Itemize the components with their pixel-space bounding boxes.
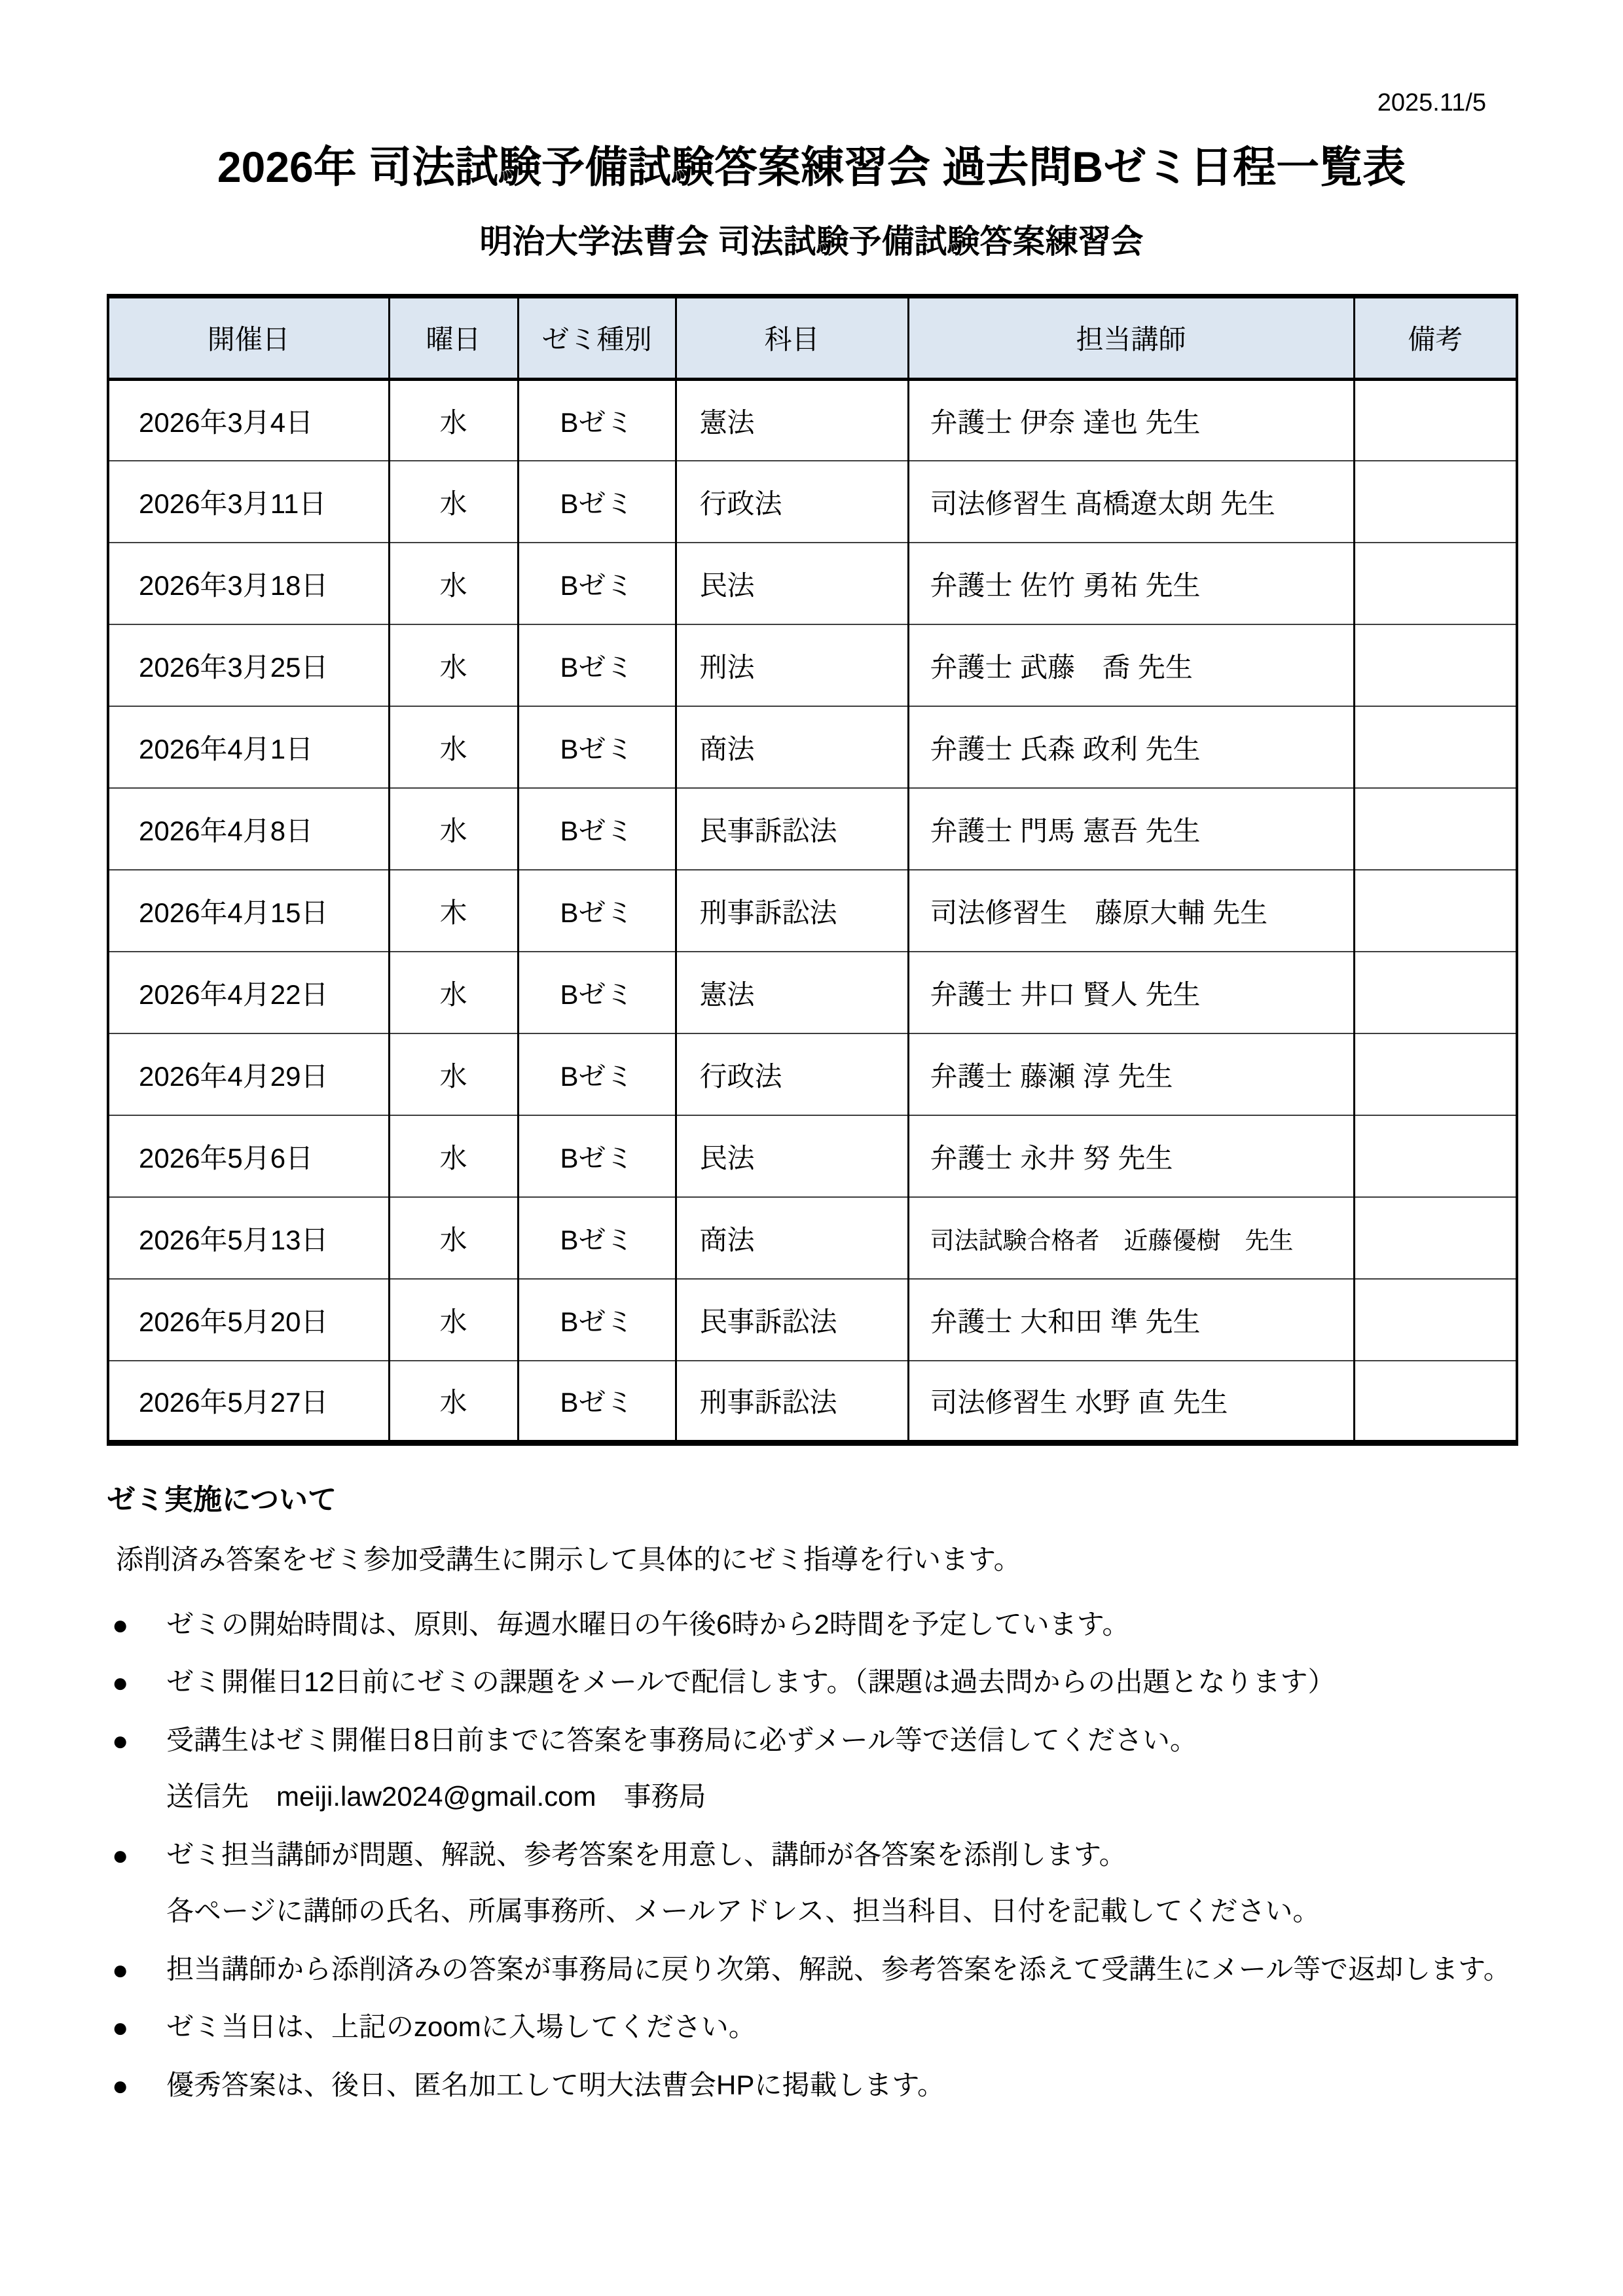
bullet-icon: ● [112,1609,129,1640]
list-item [107,1723,1573,1814]
schedule-table [107,294,1518,1446]
bullet-text: ゼミ開催日12日前にゼミの課題をメールで配信します。（課題は過去問からの出題となります） [166,1666,1336,1698]
cell-date: 2026年5月27日 [108,1361,389,1443]
cell-instructor: 弁護士 佐竹 勇祐 先生 [908,543,1354,624]
cell-instructor: 司法試験合格者 近藤優樹 先生 [908,1197,1354,1279]
bullet-list [107,1607,1573,2103]
cell-note [1354,1279,1517,1361]
cell-date: 2026年4月8日 [108,788,389,870]
list-item [107,2068,1573,2103]
table-row [108,379,1517,461]
cell-date: 2026年4月22日 [108,952,389,1033]
cell-day: 水 [389,1279,518,1361]
cell-date: 2026年5月6日 [108,1115,389,1197]
cell-note [1354,870,1517,952]
cell-seminar-type: Bゼミ [518,952,676,1033]
table-row [108,706,1517,788]
notes-heading: ゼミ実施について [107,1483,337,1516]
cell-date: 2026年4月29日 [108,1033,389,1115]
column-header-note: 備考 [1354,296,1517,379]
table-row [108,543,1517,624]
cell-instructor: 弁護士 氏森 政利 先生 [908,706,1354,788]
table-row [108,1361,1517,1443]
cell-instructor: 弁護士 門馬 憲吾 先生 [908,788,1354,870]
cell-seminar-type: Bゼミ [518,1361,676,1443]
cell-day: 水 [389,952,518,1033]
cell-note [1354,1033,1517,1115]
cell-seminar-type: Bゼミ [518,543,676,624]
cell-seminar-type: Bゼミ [518,461,676,543]
table-row [108,1197,1517,1279]
cell-date: 2026年3月11日 [108,461,389,543]
page-title: 2026年 司法試験予備試験答案練習会 過去問Bゼミ日程一覧表 [217,143,1406,191]
cell-subject: 行政法 [676,461,908,543]
bullet-text: ゼミ担当講師が問題、解説、参考答案を用意し、講師が各答案を添削します。 [166,1839,1127,1870]
notes-section [107,1484,1573,2103]
table-row [108,870,1517,952]
cell-day: 水 [389,788,518,870]
cell-day: 水 [389,543,518,624]
list-item [107,1838,1573,1929]
cell-subject: 民法 [676,543,908,624]
cell-note [1354,1115,1517,1197]
cell-date: 2026年3月4日 [108,379,389,461]
cell-note [1354,379,1517,461]
cell-instructor: 弁護士 伊奈 達也 先生 [908,379,1354,461]
table-row [108,1279,1517,1361]
cell-seminar-type: Bゼミ [518,870,676,952]
cell-seminar-type: Bゼミ [518,1197,676,1279]
bullet-text: 受講生はゼミ開催日8日前までに答案を事務局に必ずメール等で送信してください。 [166,1724,1197,1755]
cell-instructor: 司法修習生 水野 直 先生 [908,1361,1354,1443]
list-item [107,1665,1573,1700]
cell-date: 2026年5月20日 [108,1279,389,1361]
cell-note [1354,543,1517,624]
cell-seminar-type: Bゼミ [518,706,676,788]
cell-day: 水 [389,1033,518,1115]
cell-note [1354,624,1517,706]
cell-note [1354,1197,1517,1279]
column-header-instructor: 担当講師 [908,296,1354,379]
cell-instructor: 弁護士 大和田 準 先生 [908,1279,1354,1361]
cell-seminar-type: Bゼミ [518,1033,676,1115]
cell-instructor: 弁護士 武藤 喬 先生 [908,624,1354,706]
list-item [107,1607,1573,1642]
cell-day: 水 [389,1361,518,1443]
cell-seminar-type: Bゼミ [518,624,676,706]
table-row [108,461,1517,543]
cell-day: 木 [389,870,518,952]
table-row [108,624,1517,706]
bullet-icon: ● [112,1839,129,1871]
cell-subject: 商法 [676,706,908,788]
table-row [108,1033,1517,1115]
cell-subject: 行政法 [676,1033,908,1115]
bullet-text: 優秀答案は、後日、匿名加工して明大法曹会HPに掲載します。 [166,2069,945,2100]
document-date: 2025.11/5 [1377,89,1486,117]
cell-subject: 刑法 [676,624,908,706]
cell-instructor: 弁護士 藤瀬 淳 先生 [908,1033,1354,1115]
bullet-icon: ● [112,1667,129,1698]
column-header-type: ゼミ種別 [518,296,676,379]
bullet-text: ゼミ当日は、上記のzoomに入場してください。 [166,2011,756,2043]
bullet-icon: ● [112,1954,129,1985]
cell-seminar-type: Bゼミ [518,788,676,870]
cell-date: 2026年3月18日 [108,543,389,624]
column-header-date: 開催日 [108,296,389,379]
cell-subject: 商法 [676,1197,908,1279]
bullet-text: ゼミの開始時間は、原則、毎週水曜日の午後6時から2時間を予定しています。 [166,1608,1130,1640]
cell-subject: 刑事訴訟法 [676,1361,908,1443]
bullet-icon: ● [112,1725,129,1756]
cell-seminar-type: Bゼミ [518,1115,676,1197]
bullet-text: 担当講師から添削済みの答案が事務局に戻り次第、解説、参考答案を添えて受講生にメール等で返却します。 [166,1953,1511,1984]
cell-note [1354,706,1517,788]
cell-day: 水 [389,379,518,461]
bullet-icon: ● [112,2012,129,2043]
list-item [107,1952,1573,1987]
cell-subject: 憲法 [676,379,908,461]
cell-note [1354,461,1517,543]
table-header-row [108,296,1517,379]
cell-subject: 民法 [676,1115,908,1197]
cell-subject: 民事訴訟法 [676,1279,908,1361]
table-row [108,1115,1517,1197]
bullet-continuation: 各ページに講師の氏名、所属事務所、メールアドレス、担当科目、日付を記載してください。 [166,1895,1321,1927]
cell-note [1354,952,1517,1033]
cell-note [1354,1361,1517,1443]
cell-day: 水 [389,706,518,788]
cell-seminar-type: Bゼミ [518,379,676,461]
cell-subject: 刑事訴訟法 [676,870,908,952]
cell-date: 2026年5月13日 [108,1197,389,1279]
bullet-continuation: 送信先 meiji.law2024@gmail.com 事務局 [166,1781,706,1812]
cell-day: 水 [389,1197,518,1279]
column-header-subject: 科目 [676,296,908,379]
cell-date: 2026年4月15日 [108,870,389,952]
column-header-day: 曜日 [389,296,518,379]
list-item [107,2010,1573,2045]
page-subtitle: 明治大学法曹会 司法試験予備試験答案練習会 [479,223,1144,260]
cell-instructor: 弁護士 永井 努 先生 [908,1115,1354,1197]
bullet-icon: ● [112,2070,129,2101]
cell-subject: 民事訴訟法 [676,788,908,870]
cell-subject: 憲法 [676,952,908,1033]
cell-instructor: 司法修習生 髙橋遼太朗 先生 [908,461,1354,543]
cell-seminar-type: Bゼミ [518,1279,676,1361]
table-row [108,952,1517,1033]
cell-day: 水 [389,461,518,543]
notes-intro: 添削済み答案をゼミ参加受講生に開示して具体的にゼミ指導を行います。 [116,1544,1021,1575]
cell-note [1354,788,1517,870]
table-row [108,788,1517,870]
cell-instructor: 弁護士 井口 賢人 先生 [908,952,1354,1033]
cell-day: 水 [389,1115,518,1197]
cell-day: 水 [389,624,518,706]
cell-date: 2026年3月25日 [108,624,389,706]
cell-date: 2026年4月1日 [108,706,389,788]
cell-instructor: 司法修習生 藤原大輔 先生 [908,870,1354,952]
